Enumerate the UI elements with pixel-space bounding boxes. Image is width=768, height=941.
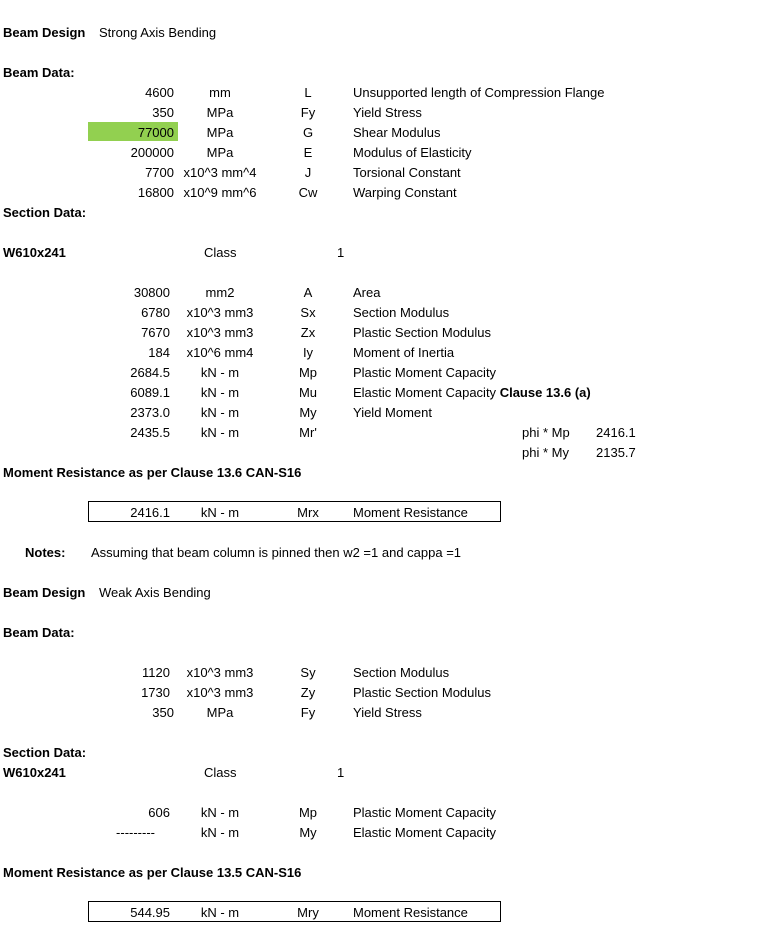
value-cell[interactable]: 350 [152, 705, 174, 720]
strong-class-value: 1 [337, 245, 345, 260]
strong-subtitle: Strong Axis Bending [99, 25, 217, 40]
description-cell: Plastic Section Modulus [353, 685, 492, 700]
unit-cell: x10^6 mm4 [186, 345, 254, 360]
unit-cell: kN - m [200, 385, 240, 400]
symbol-cell: My [299, 405, 317, 420]
symbol-cell: Mp [298, 365, 318, 380]
value-cell[interactable]: 2684.5 [130, 365, 170, 380]
result-unit: kN - m [200, 905, 240, 920]
strong-resistance-heading: Moment Resistance as per Clause 13.6 CAN-S16 [3, 465, 302, 480]
unit-cell: MPa [206, 705, 234, 720]
result-symbol: Mry [297, 905, 319, 920]
result-description: Moment Resistance [353, 905, 468, 920]
value-cell[interactable]: 30800 [133, 285, 170, 300]
value-cell[interactable]: --------- [116, 825, 155, 840]
description-cell: Torsional Constant [353, 165, 461, 180]
value-cell[interactable]: 200000 [130, 145, 174, 160]
value-cell[interactable]: 6780 [141, 305, 170, 320]
strong-section-heading: Section Data: [3, 205, 87, 220]
description-cell: Yield Stress [353, 705, 422, 720]
unit-cell: MPa [206, 125, 234, 140]
description-cell: Moment of Inertia [353, 345, 455, 360]
symbol-cell: Zx [300, 325, 316, 340]
value-cell[interactable]: 2435.5 [130, 425, 170, 440]
notes-label: Notes: [25, 545, 66, 560]
symbol-cell: J [304, 165, 312, 180]
weak-subtitle: Weak Axis Bending [99, 585, 211, 600]
unit-cell: kN - m [200, 365, 240, 380]
result-description: Moment Resistance [353, 505, 468, 520]
description-cell: Plastic Moment Capacity [353, 365, 497, 380]
symbol-cell: A [303, 285, 313, 300]
phi-my-label: phi * My [522, 445, 569, 460]
unit-cell: mm [209, 85, 231, 100]
unit-cell: x10^3 mm3 [186, 305, 254, 320]
notes-text: Assuming that beam column is pinned then w2 =1 and cappa =1 [91, 545, 462, 560]
strong-beam-data-heading: Beam Data: [3, 65, 75, 80]
weak-class-value: 1 [337, 765, 345, 780]
value-cell[interactable]: 350 [152, 105, 174, 120]
value-cell[interactable]: 7700 [145, 165, 174, 180]
unit-cell: kN - m [200, 425, 240, 440]
result-value[interactable]: 544.95 [130, 905, 170, 920]
result-symbol: Mrx [297, 505, 319, 520]
symbol-cell: E [303, 145, 313, 160]
weak-section-heading: Section Data: [3, 745, 87, 760]
symbol-cell: Fy [300, 105, 316, 120]
strong-section-name: W610x241 [3, 245, 66, 260]
value-cell[interactable]: 1730 [141, 685, 170, 700]
weak-beam-data-heading: Beam Data: [3, 625, 75, 640]
value-cell[interactable]: 1120 [142, 665, 170, 680]
description-cell: Plastic Section Modulus [353, 325, 492, 340]
unit-cell: x10^3 mm3 [186, 685, 254, 700]
value-cell[interactable]: 16800 [137, 185, 174, 200]
value-cell[interactable]: 7670 [141, 325, 170, 340]
description-cell: Area [353, 285, 381, 300]
strong-class-label: Class [204, 245, 237, 260]
phi-my-value[interactable]: 2135.7 [596, 445, 636, 460]
description-cell: Elastic Moment Capacity [353, 825, 497, 840]
phi-mp-value[interactable]: 2416.1 [596, 425, 636, 440]
unit-cell: x10^3 mm3 [186, 325, 254, 340]
description-cell: Warping Constant [353, 185, 457, 200]
description-cell: Section Modulus [353, 305, 450, 320]
result-unit: kN - m [200, 505, 240, 520]
value-cell[interactable]: 6089.1 [130, 385, 170, 400]
symbol-cell: Sy [300, 665, 316, 680]
unit-cell: x10^3 mm^4 [183, 165, 257, 180]
description-cell: Yield Stress [353, 105, 422, 120]
symbol-cell: L [304, 85, 312, 100]
value-cell[interactable]: 606 [148, 805, 170, 820]
description-text: Elastic Moment Capacity [353, 385, 497, 400]
symbol-cell: Mr' [299, 425, 317, 440]
unit-cell: MPa [206, 145, 234, 160]
symbol-cell: Fy [300, 705, 316, 720]
weak-class-label: Class [204, 765, 237, 780]
symbol-cell: Sx [300, 305, 316, 320]
clause-reference: Clause 13.6 (a) [499, 385, 591, 400]
description-cell [353, 385, 591, 401]
value-cell[interactable]: 4600 [145, 85, 174, 100]
unit-cell: x10^3 mm3 [186, 665, 254, 680]
unit-cell: mm2 [205, 285, 235, 300]
symbol-cell: Iy [302, 345, 314, 360]
value-cell[interactable]: 184 [148, 345, 170, 360]
strong-title: Beam Design [3, 25, 86, 40]
value-cell[interactable]: 77000 [137, 125, 174, 140]
unit-cell: MPa [206, 105, 234, 120]
symbol-cell: Mp [298, 805, 318, 820]
description-cell: Plastic Moment Capacity [353, 805, 497, 820]
unit-cell: kN - m [200, 405, 240, 420]
symbol-cell: Zy [300, 685, 316, 700]
symbol-cell: Cw [298, 185, 318, 200]
description-cell: Shear Modulus [353, 125, 441, 140]
phi-mp-label: phi * Mp [522, 425, 570, 440]
description-cell: Yield Moment [353, 405, 432, 420]
weak-title: Beam Design [3, 585, 86, 600]
unit-cell: kN - m [200, 805, 240, 820]
description-cell: Section Modulus [353, 665, 450, 680]
symbol-cell: Mu [298, 385, 318, 400]
description-cell: Unsupported length of Compression Flange [353, 85, 605, 100]
value-cell[interactable]: 2373.0 [130, 405, 170, 420]
description-cell: Modulus of Elasticity [353, 145, 472, 160]
weak-section-name: W610x241 [3, 765, 66, 780]
unit-cell: kN - m [200, 825, 240, 840]
symbol-cell: My [299, 825, 317, 840]
symbol-cell: G [302, 125, 314, 140]
weak-resistance-heading: Moment Resistance as per Clause 13.5 CAN-S16 [3, 865, 302, 880]
result-value[interactable]: 2416.1 [130, 505, 170, 520]
unit-cell: x10^9 mm^6 [183, 185, 257, 200]
